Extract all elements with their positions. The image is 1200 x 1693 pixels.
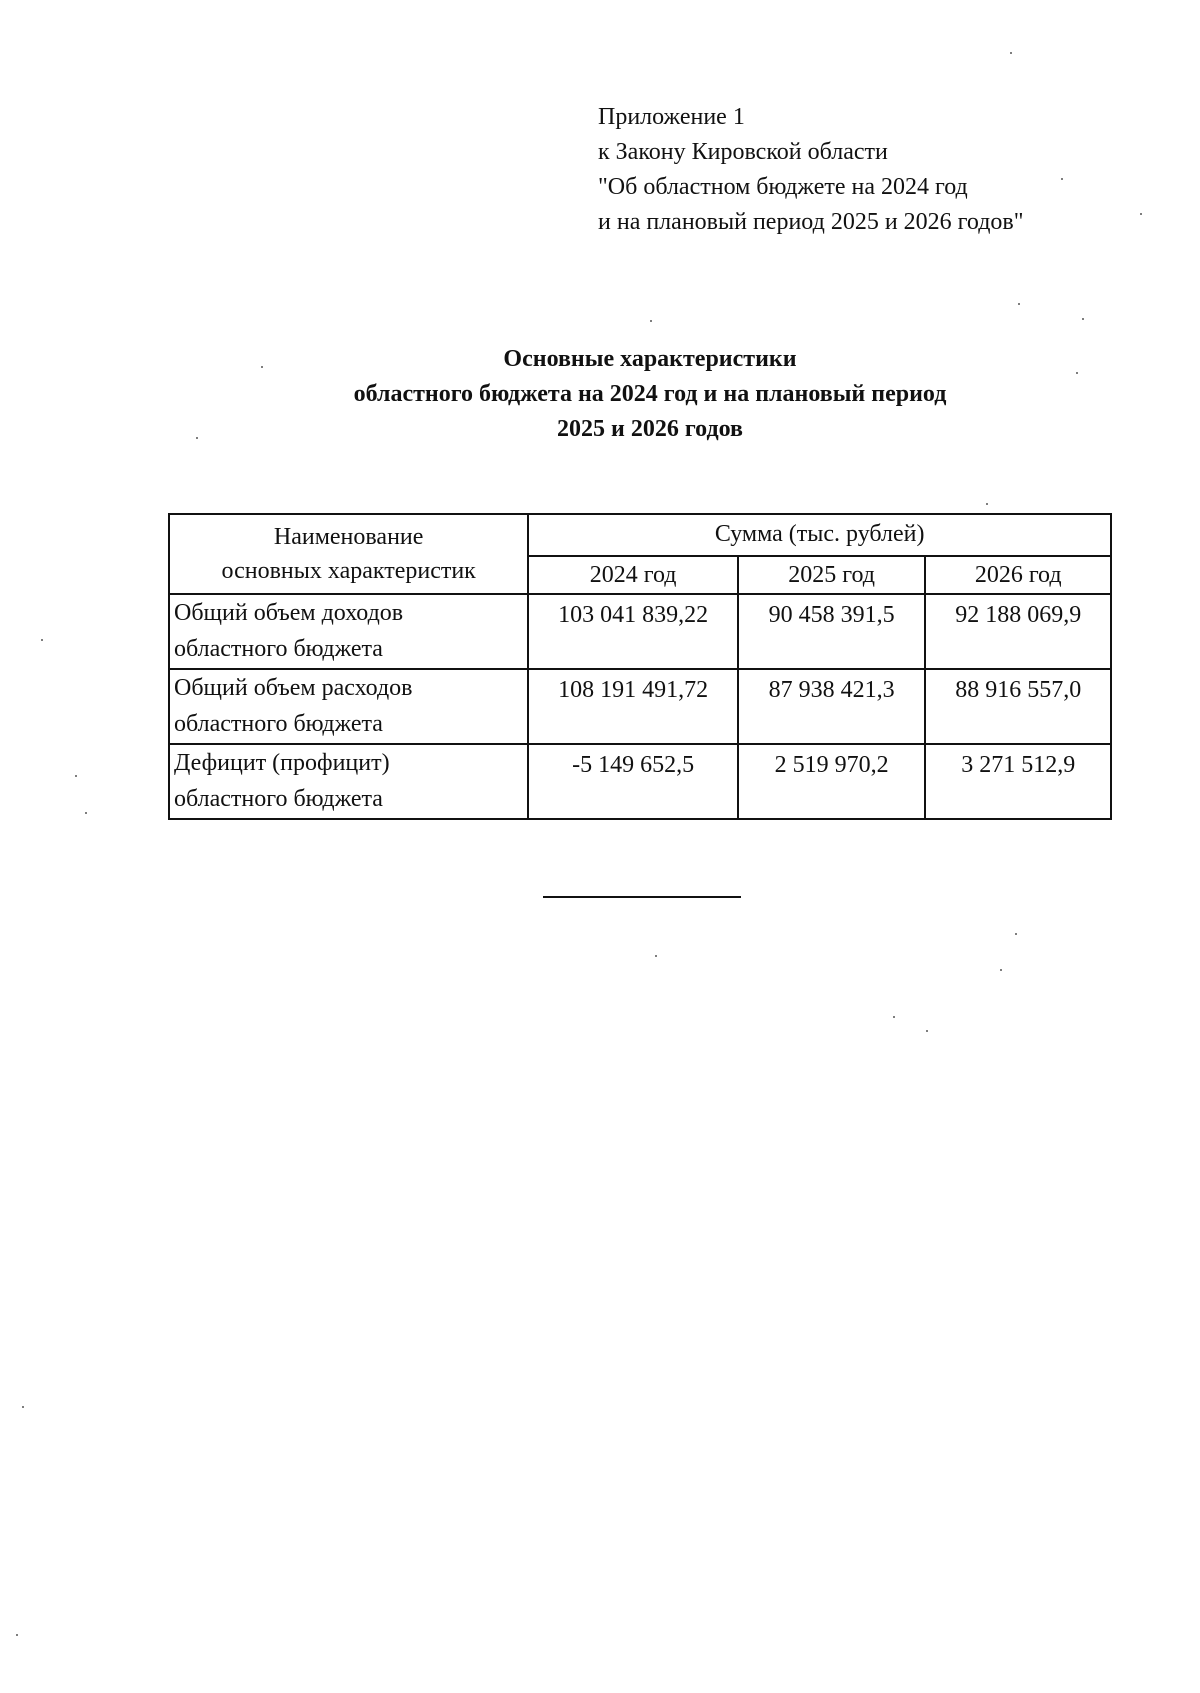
row-label-line-2: областного бюджета: [174, 786, 383, 812]
header-year-2024: 2024 год: [528, 556, 738, 594]
row-label-line-1: Общий объем расходов: [174, 675, 413, 701]
row-label: [169, 744, 528, 819]
value-2024: -5 149 652,5: [528, 744, 738, 819]
table-row-expenses: [169, 669, 1111, 744]
table-header-row: [169, 514, 1111, 556]
row-label-line-1: Дефицит (профицит): [174, 750, 390, 776]
header-name-line-2: основных характеристик: [221, 558, 476, 584]
value-2026: 92 188 069,9: [925, 594, 1111, 669]
title-line-2: областного бюджета на 2024 год и на плановый период: [353, 381, 947, 407]
title-line-1: Основные характеристики: [503, 346, 797, 372]
attachment-line-3: "Об областном бюджете на 2024 год: [598, 174, 968, 200]
row-label-line-2: областного бюджета: [174, 711, 383, 737]
row-label-line-1: Общий объем доходов: [174, 600, 404, 626]
header-name-line-1: Наименование: [273, 524, 424, 550]
attachment-line-2: к Закону Кировской области: [598, 139, 888, 165]
title-line-3: 2025 и 2026 годов: [557, 416, 743, 442]
value-2025: 87 938 421,3: [738, 669, 926, 744]
budget-characteristics-table: [168, 513, 1112, 820]
closing-rule: [543, 896, 741, 898]
header-sum-cell: Сумма (тыс. рублей): [528, 514, 1111, 556]
table-row-deficit: [169, 744, 1111, 819]
row-label: [169, 669, 528, 744]
value-2024: 103 041 839,22: [528, 594, 738, 669]
attachment-line-1: Приложение 1: [598, 104, 745, 130]
row-label-line-2: областного бюджета: [174, 636, 383, 662]
header-year-2025: 2025 год: [738, 556, 926, 594]
table-row-revenue: [169, 594, 1111, 669]
value-2025: 2 519 970,2: [738, 744, 926, 819]
value-2026: 88 916 557,0: [925, 669, 1111, 744]
value-2025: 90 458 391,5: [738, 594, 926, 669]
header-year-2026: 2026 год: [925, 556, 1111, 594]
header-name-cell: [169, 514, 528, 594]
attachment-header: [598, 100, 1024, 240]
value-2024: 108 191 491,72: [528, 669, 738, 744]
row-label: [169, 594, 528, 669]
value-2026: 3 271 512,9: [925, 744, 1111, 819]
document-title: [170, 342, 1130, 447]
attachment-line-4: и на плановый период 2025 и 2026 годов": [598, 209, 1024, 235]
